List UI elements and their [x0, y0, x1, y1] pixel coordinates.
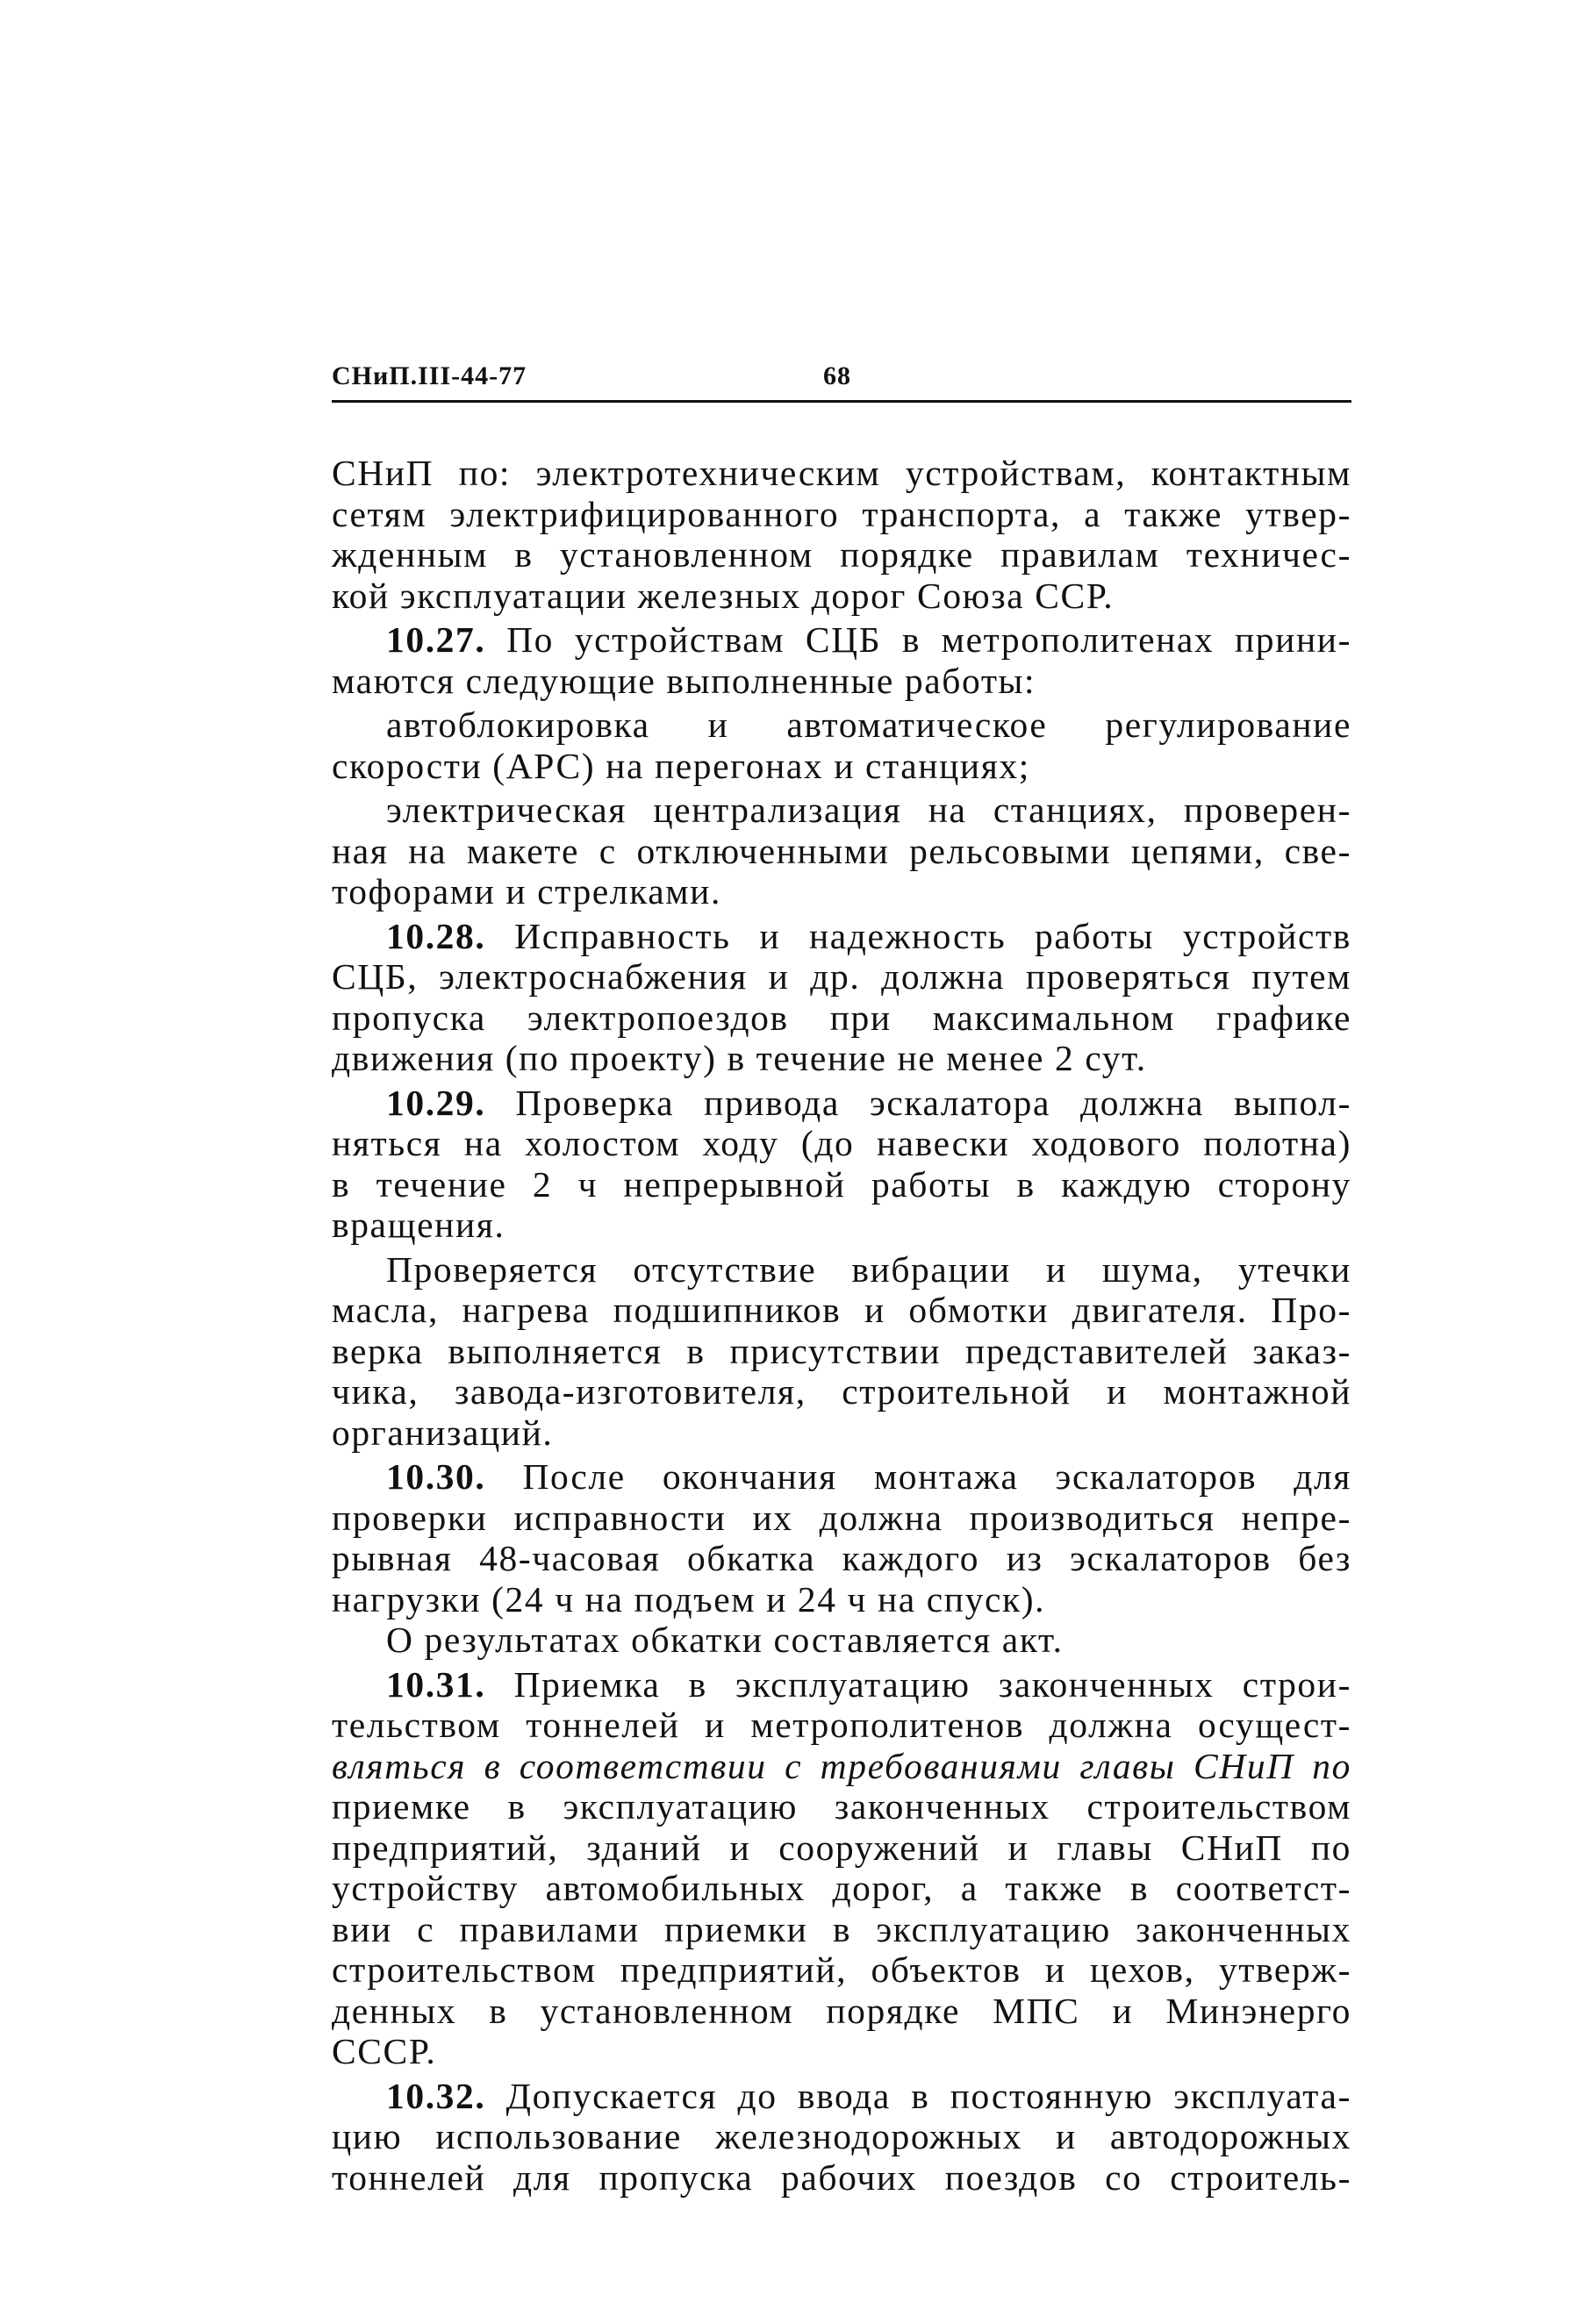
clause-number: 10.31. — [386, 1663, 486, 1705]
clause-number: 10.32. — [386, 2075, 486, 2116]
clause-10-30-line: 10.30. После окончания монтажа эскалаторов для — [386, 1456, 1351, 1497]
text-line: приемке в эксплуатацию законченных строительством — [332, 1786, 1351, 1827]
text-line: нагрузки (24 ч на подъем и 24 ч на спуск). — [332, 1578, 1046, 1620]
clause-number: 10.29. — [386, 1082, 486, 1123]
text-line: О результатах обкатки составляется акт. — [386, 1620, 1064, 1660]
text-line: маются следующие выполненные работы: — [332, 660, 1036, 701]
clause-10-32-line: 10.32. Допускается до ввода в постоянную эксплуата- — [386, 2075, 1351, 2116]
clause-number: 10.30. — [386, 1456, 486, 1497]
text-line: чика, завода-изготовителя, строительной и монтажной — [332, 1371, 1351, 1412]
text-line: строительством предприятий, объектов и цехов, утверж- — [332, 1949, 1351, 1990]
text-line: движения (по проекту) в течение не менее 2 сут. — [332, 1038, 1147, 1078]
clause-10-29-line: 10.29. Проверка привода эскалатора должна выпол- — [386, 1082, 1351, 1123]
text-line: электрическая централизация на станциях, проверен- — [386, 790, 1351, 830]
text-line: кой эксплуатации железных дорог Союза ССР. — [332, 575, 1115, 616]
text-line: тельством тоннелей и метрополитенов должна осущест- — [332, 1705, 1351, 1745]
text-line: СНиП по: электротехническим устройствам, контактным — [332, 453, 1351, 493]
text-line: няться на холостом ходу (до навески ходового полотна) — [332, 1123, 1351, 1163]
text-line: СССР. — [332, 2031, 437, 2071]
clause-10-28-line: 10.28. Исправность и надежность работы устройств — [386, 915, 1351, 956]
text-line: СЦБ, электроснабжения и др. должна проверяться путем — [332, 956, 1351, 997]
text-line: цию использование железнодорожных и автодорожных — [332, 2116, 1351, 2156]
document-code: СНиП.III-44-77 — [332, 361, 527, 390]
text-line: скорости (АРС) на перегонах и станциях; — [332, 745, 1030, 786]
text-line: сетям электрифицированного транспорта, а также утвер- — [332, 493, 1351, 534]
clause-number: 10.27. — [386, 619, 486, 660]
text-line: пропуска электропоездов при максимальном графике — [332, 997, 1351, 1038]
text-line: организаций. — [332, 1412, 554, 1453]
text-line: тоннелей для пропуска рабочих поездов со строитель- — [332, 2156, 1351, 2198]
text-line: вращения. — [332, 1205, 505, 1245]
document-page — [332, 351, 1351, 2198]
text-line: рывная 48-часовая обкатка каждого из эскалаторов без — [332, 1538, 1351, 1578]
text-line: Проверяется отсутствие вибрации и шума, утечки — [386, 1248, 1351, 1290]
text-line: верка выполняется в присутствии представителей заказ- — [332, 1330, 1351, 1371]
text-line: масла, нагрева подшипников и обмотки двигателя. Про- — [332, 1290, 1351, 1330]
text-line: вляться в соответствии с требованиями главы СНиП по — [332, 1745, 1351, 1786]
body-text — [332, 453, 1351, 2198]
clause-10-27-line: 10.27. По устройствам СЦБ в метрополитенах прини- — [386, 619, 1351, 660]
clause-10-31-line: 10.31. Приемка в эксплуатацию законченных строи- — [386, 1663, 1351, 1705]
text-line: автоблокировка и автоматическое регулирование — [386, 704, 1351, 745]
text-line: в течение 2 ч непрерывной работы в каждую сторону — [332, 1163, 1351, 1205]
text-line: проверки исправности их должна производиться непре- — [332, 1497, 1351, 1538]
page-number: 68 — [823, 361, 851, 390]
header-rule — [332, 400, 1351, 403]
text-line: денных в установленном порядке МПС и Минэнерго — [332, 1990, 1351, 2031]
text-line: жденным в установленном порядке правилам техничес- — [332, 534, 1351, 575]
clause-number: 10.28. — [386, 915, 486, 956]
running-header — [332, 351, 1351, 400]
text-line: ная на макете с отключенными рельсовыми цепями, све- — [332, 830, 1351, 871]
text-line: предприятий, зданий и сооружений и главы СНиП по — [332, 1827, 1351, 1868]
text-line: вии с правилами приемки в эксплуатацию законченных — [332, 1908, 1351, 1949]
text-line: тофорами и стрелками. — [332, 871, 721, 912]
text-line: устройству автомобильных дорог, а также в соответст- — [332, 1868, 1351, 1908]
